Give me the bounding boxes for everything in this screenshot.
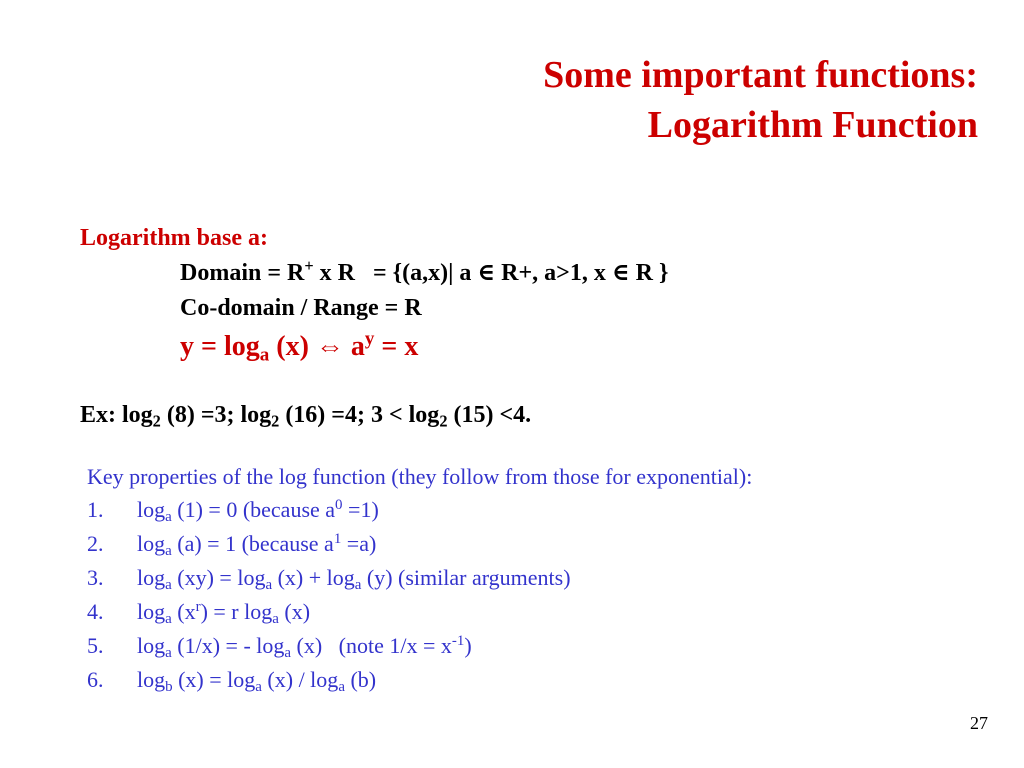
slide-title	[543, 50, 978, 150]
property-text: (x) / log	[261, 667, 339, 692]
property-text: =1)	[342, 497, 379, 522]
property-subscript: a	[165, 645, 172, 662]
properties-block	[87, 461, 752, 697]
property-subscript: a	[165, 611, 172, 628]
property-text: (xy) = log	[171, 565, 266, 590]
property-text: (x)	[278, 599, 311, 624]
property-text: (x	[171, 599, 196, 624]
properties-list	[87, 493, 752, 697]
example-text-1: Ex: log	[80, 402, 153, 428]
property-item	[87, 527, 752, 561]
property-superscript: 1	[333, 530, 342, 547]
title-line-1: Some important functions:	[543, 54, 978, 96]
property-superscript: 0	[335, 496, 343, 513]
property-text: (a) = 1 (because a	[171, 531, 334, 556]
equation-base: a	[259, 344, 270, 366]
property-superscript: -1	[451, 632, 465, 649]
property-text: (b)	[344, 667, 377, 692]
definition-block	[80, 221, 668, 368]
property-item	[87, 493, 752, 527]
example-base-2: 2	[271, 411, 280, 431]
property-subscript: a	[165, 577, 172, 594]
log-equation	[80, 326, 668, 368]
property-text: (y) (similar arguments)	[361, 565, 571, 590]
example-line	[80, 398, 531, 433]
domain-prefix: Domain = R	[180, 260, 305, 286]
property-text: (1/x) = - log	[171, 633, 285, 658]
property-text: (1) = 0 (because a	[171, 497, 336, 522]
title-line-2: Logarithm Function	[647, 104, 978, 146]
property-text: =a)	[341, 531, 377, 556]
property-text: log	[137, 667, 166, 692]
property-subscript: a	[354, 577, 362, 594]
property-number: 4.	[87, 599, 104, 624]
property-text: ) = r log	[200, 599, 273, 624]
example-base-3: 2	[439, 411, 448, 431]
property-text: log	[137, 633, 166, 658]
property-subscript: a	[284, 645, 292, 662]
domain-superscript: +	[304, 256, 314, 276]
property-number: 1.	[87, 497, 104, 522]
codomain-line: Co-domain / Range = R	[180, 295, 422, 321]
property-item	[87, 629, 752, 663]
page-number: 27	[970, 713, 988, 733]
property-text: log	[137, 565, 166, 590]
property-item	[87, 663, 752, 697]
example-base-1: 2	[152, 411, 161, 431]
property-text: log	[137, 531, 166, 556]
property-superscript: r	[195, 598, 201, 615]
domain-line	[80, 256, 668, 291]
property-text: (x) = log	[172, 667, 256, 692]
property-subscript: b	[165, 679, 173, 696]
property-number: 5.	[87, 633, 104, 658]
property-subscript: a	[338, 679, 345, 696]
property-text: )	[464, 633, 472, 658]
property-text: (x) + log	[272, 565, 355, 590]
example-text-4: (15) <4.	[447, 402, 532, 428]
example-text-3: (16) =4; 3 < log	[279, 402, 440, 428]
domain-rest: x R = {(a,x)| a ∈ R+, a>1, x ∈ R }	[313, 260, 669, 286]
definition-heading: Logarithm base a:	[80, 225, 268, 251]
equation-end: = x	[374, 331, 419, 362]
property-subscript: a	[255, 679, 262, 696]
property-item	[87, 561, 752, 595]
property-number: 2.	[87, 531, 104, 556]
property-text: log	[137, 599, 166, 624]
property-text: log	[137, 497, 166, 522]
equation-y-log: y = log	[180, 331, 260, 362]
equation-middle: (x) ⇔ a	[269, 331, 365, 362]
property-number: 6.	[87, 667, 104, 692]
properties-heading: Key properties of the log function (they follow from those for exponential):	[87, 464, 753, 489]
property-item	[87, 595, 752, 629]
property-subscript: a	[165, 509, 172, 526]
property-text: (x) (note 1/x = x	[291, 633, 452, 658]
example-text-2: (8) =3; log	[160, 402, 272, 428]
property-subscript: a	[165, 543, 172, 560]
property-number: 3.	[87, 565, 104, 590]
property-subscript: a	[265, 577, 273, 594]
equation-exponent: y	[364, 328, 375, 350]
property-subscript: a	[272, 611, 279, 628]
